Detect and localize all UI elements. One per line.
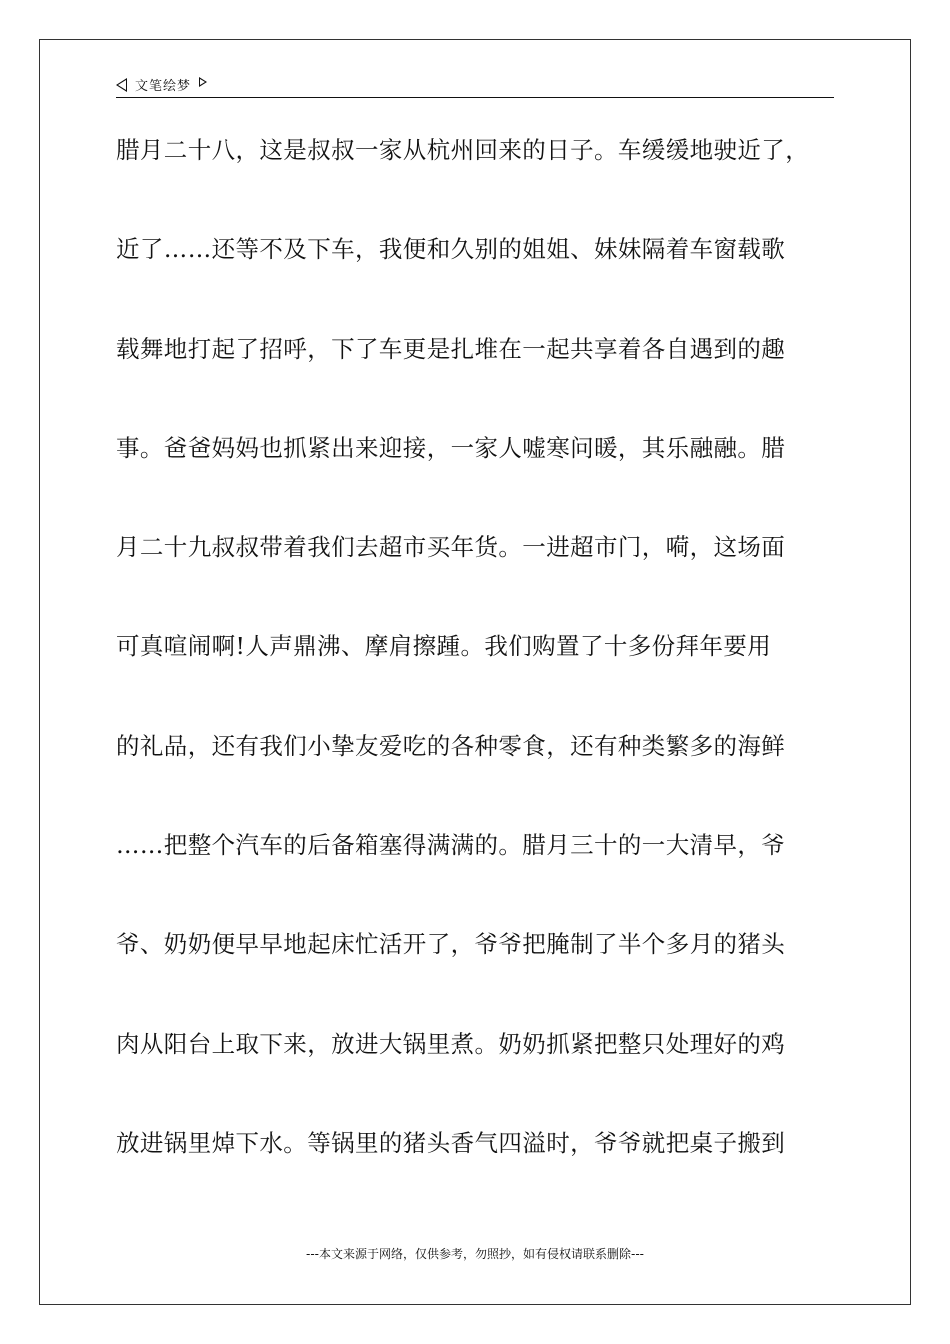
text-line: 月二十九叔叔带着我们去超市买年货。一进超市门，嗬，这场面	[116, 533, 786, 562]
triangle-left-outline-icon	[116, 78, 127, 92]
text-line: 可真喧闹啊!人声鼎沸、摩肩擦踵。我们购置了十多份拜年要用	[116, 632, 772, 661]
text-line: 爷、奶奶便早早地起床忙活开了，爷爷把腌制了半个多月的猪头	[116, 930, 786, 959]
text-line: 腊月二十八，这是叔叔一家从杭州回来的日子。车缓缓地驶近了，	[116, 136, 810, 164]
footer-disclaimer: ---本文来源于网络，仅供参考，勿照抄，如有侵权请联系删除---	[306, 1247, 644, 1261]
text-line: 放进锅里焯下水。等锅里的猪头香气四溢时，爷爷就把桌子搬到	[116, 1128, 786, 1157]
text-line: 近了……还等不及下车，我便和久别的姐姐、妹妹隔着车窗载歌	[116, 235, 786, 264]
document-body	[116, 120, 846, 1212]
text-line: 载舞地打起了招呼，下了车更是扎堆在一起共享着各自遇到的趣	[116, 334, 786, 363]
header-title: 文笔绘梦	[135, 79, 192, 94]
text-line: 的礼品，还有我们小挚友爱吃的各种零食，还有种类繁多的海鲜	[116, 731, 786, 760]
triangle-right-outline-icon	[199, 77, 207, 87]
page-header	[116, 72, 834, 98]
text-line: 肉从阳台上取下来，放进大锅里煮。奶奶抓紧把整只处理好的鸡	[116, 1029, 786, 1058]
text-line: ……把整个汽车的后备箱塞得满满的。腊月三十的一大清早，爷	[116, 831, 786, 860]
text-line: 事。爸爸妈妈也抓紧出来迎接，一家人嘘寒问暖，其乐融融。腊	[116, 433, 786, 462]
